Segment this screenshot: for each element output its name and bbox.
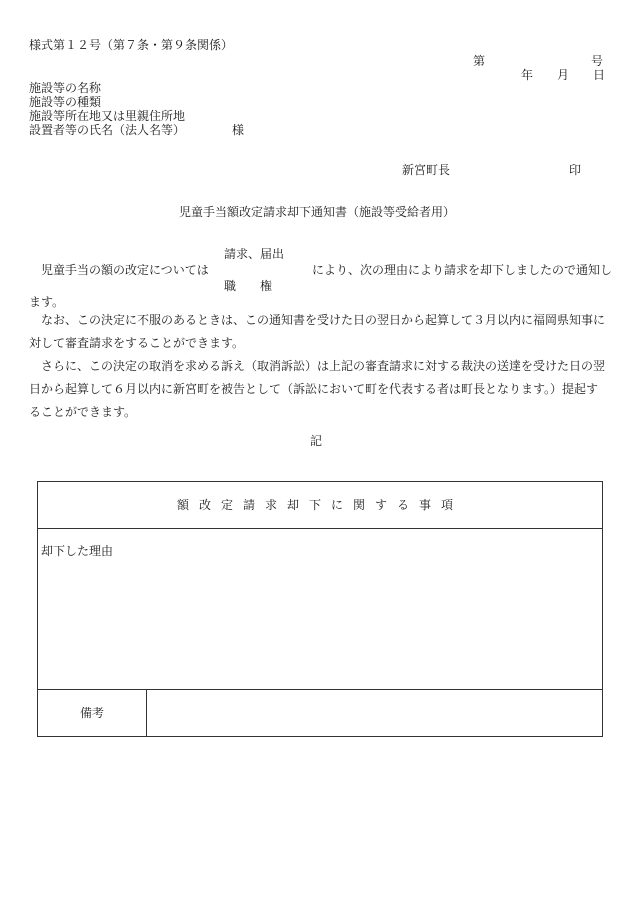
- body-paragraphs: [29, 309, 607, 424]
- doc-number-prefix: 第: [473, 54, 486, 68]
- appeal-notice-line2: 対して審査請求をすることができます。: [29, 336, 245, 350]
- rejection-reason-cell[interactable]: [38, 529, 603, 690]
- date-year: 年: [521, 68, 534, 82]
- doc-number-suffix: 号: [591, 54, 604, 68]
- lawsuit-notice-line2: 日から起算して６月以内に新宮町を被告として（訴訟において町を代表する者は町長となります。）提起す: [29, 382, 599, 396]
- seal-mark: 印: [569, 163, 582, 177]
- facility-name-label: 施設等の名称: [29, 81, 102, 95]
- lawsuit-notice-line3: ることができます。: [29, 405, 137, 419]
- ki-mark: 記: [310, 434, 323, 448]
- date-month: 月: [557, 68, 570, 82]
- option-request-notification: 請求、届出: [224, 247, 285, 261]
- date-day: 日: [593, 68, 606, 82]
- founder-name-label: 設置者等の氏名（法人名等）: [29, 123, 186, 137]
- appeal-notice-line1: なお、この決定に不服のあるときは、この通知書を受けた日の翌日から起算して３月以内に福岡県知事に: [41, 313, 606, 327]
- honorific: 様: [232, 123, 245, 137]
- matters-header: 額改定請求却下に関する事項: [38, 482, 603, 529]
- matters-table: [37, 481, 603, 737]
- lawsuit-notice-line1: さらに、この決定の取消を求める訴え（取消訴訟）は上記の審査請求に対する裁決の送達を受けた日の翌: [41, 359, 606, 373]
- facility-address-label: 施設等所在地又は里親住所地: [29, 109, 186, 123]
- facility-type-label: 施設等の種類: [29, 95, 102, 109]
- body-line1-continuation: ます。: [29, 295, 65, 309]
- issuer-title: 新宮町長: [402, 163, 451, 177]
- option-ex-officio: 職 権: [224, 279, 273, 293]
- document-title: 児童手当額改定請求却下通知書（施設等受給者用）: [179, 205, 456, 219]
- rejection-reason-label: 却下した理由: [41, 544, 114, 558]
- remarks-value[interactable]: [147, 690, 603, 737]
- form-number: 様式第１２号（第７条・第９条関係）: [29, 38, 234, 52]
- body-line1-start: 児童手当の額の改定については: [41, 263, 209, 277]
- body-line1-end: により、次の理由により請求を却下しましたので通知し: [312, 263, 613, 277]
- remarks-label: 備考: [38, 690, 147, 737]
